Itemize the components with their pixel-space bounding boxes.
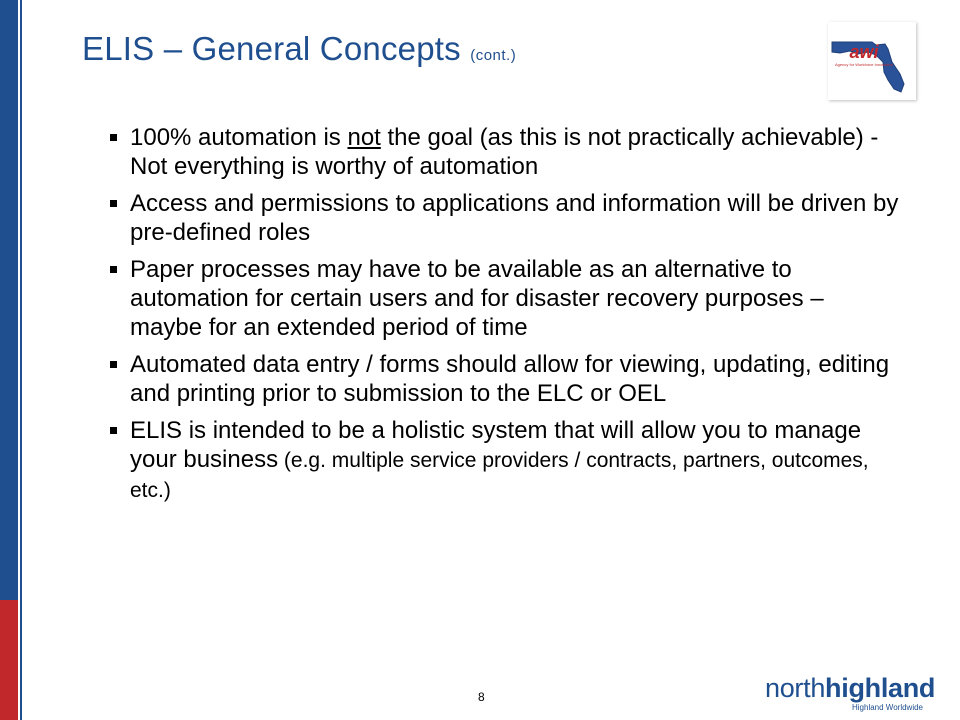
awi-logo xyxy=(828,22,916,100)
square-bullet-icon xyxy=(110,427,117,434)
awi-logo-tagline: Agency for Workforce Innovation xyxy=(835,62,893,67)
slide-title xyxy=(82,30,516,68)
logo-word-north: north xyxy=(765,673,826,703)
bullet-text: ELIS is intended to be a holistic system that will allow you to manage your business xyxy=(130,417,862,473)
bullet-item xyxy=(110,123,900,181)
awi-logo-text: awi xyxy=(849,42,879,62)
bullet-text: Paper processes may have to be available as an alternative to automation for certain users and for disaster recovery purposes – maybe for an extended period of time xyxy=(130,256,824,341)
bullet-text: Access and permissions to applications and information will be driven by pre-defined roles xyxy=(130,190,899,246)
side-rule xyxy=(20,0,22,720)
square-bullet-icon xyxy=(110,134,117,141)
bullet-item xyxy=(110,416,900,505)
bullet-text: 100% automation is xyxy=(130,124,348,151)
square-bullet-icon xyxy=(110,200,117,207)
bullet-item xyxy=(110,255,900,342)
northhighland-tagline: Highland Worldwide xyxy=(852,703,923,712)
bullet-emphasis: not xyxy=(347,124,381,151)
slide-title-main: ELIS – General Concepts xyxy=(82,30,461,67)
florida-map-icon xyxy=(828,22,916,100)
bullet-item xyxy=(110,350,900,408)
side-bar-red xyxy=(0,600,18,720)
logo-word-highland: highland xyxy=(825,673,936,703)
side-bar-blue xyxy=(0,0,18,600)
bullet-item xyxy=(110,189,900,247)
slide-title-sub: (cont.) xyxy=(470,47,517,64)
northhighland-logo xyxy=(765,673,935,704)
bullet-text-small: (e.g. multiple service providers / contracts, partners, outcomes, etc.) xyxy=(130,449,869,502)
square-bullet-icon xyxy=(110,361,117,368)
bullet-text: Automated data entry / forms should allow for viewing, updating, editing and printing prior to submission to the ELC or OEL xyxy=(130,351,890,407)
page-number: 8 xyxy=(478,690,485,704)
bullet-text: the goal (as this is not practically achievable) - Not everything is worthy of automation xyxy=(130,124,879,180)
bullet-list xyxy=(110,123,900,513)
square-bullet-icon xyxy=(110,266,117,273)
